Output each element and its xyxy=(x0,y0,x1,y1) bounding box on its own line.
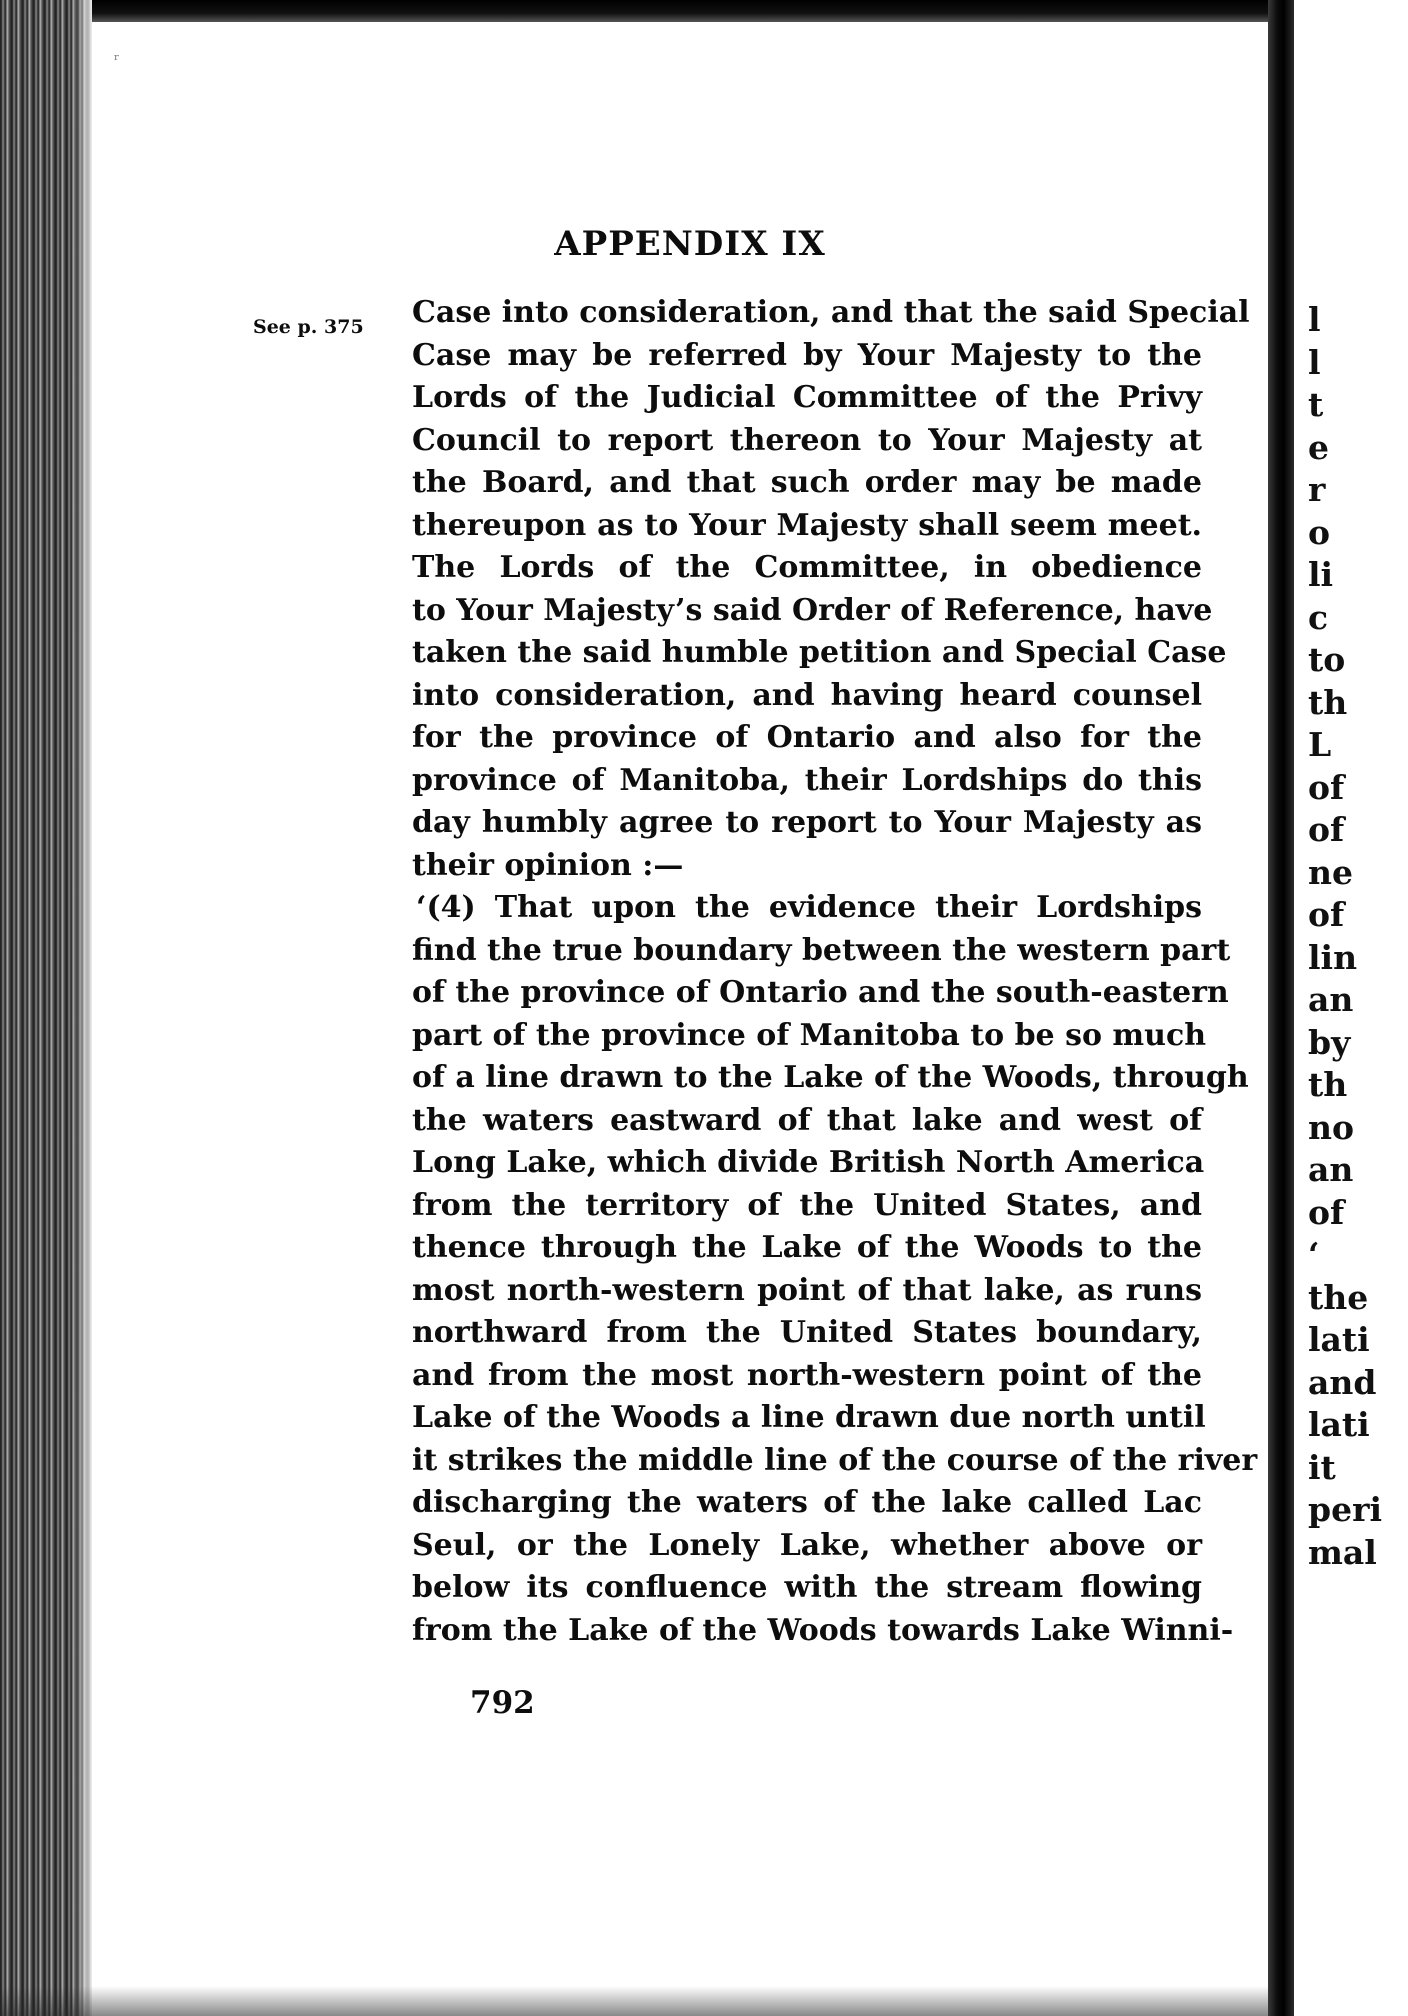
facing-page-text-fragment: an xyxy=(1308,1150,1354,1189)
facing-page-text-fragment: and xyxy=(1308,1362,1377,1402)
text-line: province of Manitoba, their Lordships do this xyxy=(412,762,1202,798)
text-line: below its confluence with the stream flowing xyxy=(412,1570,1202,1605)
text-line: their opinion :— xyxy=(412,847,684,883)
facing-page-text-fragment: lati xyxy=(1308,1320,1370,1359)
text-line: Case may be referred by Your Majesty to the xyxy=(412,337,1202,373)
text-line: taken the said humble petition and Special Case xyxy=(412,635,1227,670)
facing-page-fragment xyxy=(1294,0,1408,2016)
facing-page-text-fragment: L xyxy=(1308,725,1332,764)
book-page-edges xyxy=(0,0,92,2016)
page-number: 792 xyxy=(470,1685,535,1721)
facing-page-text-fragment: l xyxy=(1308,342,1321,382)
text-line: the Board, and that such order may be made xyxy=(412,465,1202,500)
text-line: ‘(4) That upon the evidence their Lordships xyxy=(416,890,1202,925)
facing-page-text-fragment: of xyxy=(1308,810,1345,849)
facing-page-text-fragment: l xyxy=(1308,300,1321,339)
text-line: find the true boundary between the western part xyxy=(412,932,1231,968)
text-line: Council to report thereon to Your Majesty at xyxy=(412,422,1202,458)
text-line: from the territory of the United States, and xyxy=(412,1187,1202,1223)
facing-page-text-fragment: an xyxy=(1308,980,1354,1019)
margin-cross-reference: See p. 375 xyxy=(253,316,364,338)
facing-page-text-fragment: lati xyxy=(1308,1405,1370,1444)
facing-page-text-fragment: lin xyxy=(1308,937,1358,977)
text-line: The Lords of the Committee, in obedience xyxy=(412,550,1202,585)
facing-page-text-fragment: the xyxy=(1308,1277,1369,1317)
text-line: of a line drawn to the Lake of the Woods, through xyxy=(412,1060,1249,1095)
facing-page-text-fragment: mal xyxy=(1308,1532,1377,1572)
facing-page-text-fragment: th xyxy=(1308,1065,1348,1104)
text-line: Case into consideration, and that the said Special xyxy=(412,295,1250,330)
facing-page-text-fragment: it xyxy=(1308,1447,1336,1487)
facing-page-text-fragment: to xyxy=(1308,640,1346,679)
text-line: and from the most north-western point of the xyxy=(412,1357,1202,1393)
text-line: Seul, or the Lonely Lake, whether above or xyxy=(412,1527,1202,1563)
text-line: of the province of Ontario and the south-eastern xyxy=(412,975,1229,1010)
text-line: into consideration, and having heard counsel xyxy=(412,677,1202,713)
facing-page-text-fragment: li xyxy=(1308,555,1334,594)
text-line: thence through the Lake of the Woods to the xyxy=(412,1230,1202,1265)
text-line: it strikes the middle line of the course of the river xyxy=(412,1442,1258,1478)
text-line: Lords of the Judicial Committee of the Privy xyxy=(412,380,1202,415)
text-line: part of the province of Manitoba to be so much xyxy=(412,1017,1207,1053)
facing-page-text-fragment: c xyxy=(1308,597,1329,637)
facing-page-text-fragment: o xyxy=(1308,512,1331,552)
facing-page-text-fragment: of xyxy=(1308,767,1345,807)
facing-page-text-fragment: no xyxy=(1308,1107,1355,1147)
text-line: the waters eastward of that lake and west of xyxy=(412,1102,1202,1138)
running-head: APPENDIX IX xyxy=(554,224,826,264)
page-bottom-shadow xyxy=(0,1986,1280,2016)
book-gutter xyxy=(1268,0,1294,2016)
text-line: discharging the waters of the lake called Lac xyxy=(412,1485,1202,1520)
text-line: thereupon as to Your Majesty shall seem meet. xyxy=(412,507,1202,543)
text-line: Lake of the Woods a line drawn due north until xyxy=(412,1400,1206,1435)
text-line: day humbly agree to report to Your Majesty as xyxy=(412,805,1202,840)
facing-page-text-fragment: e xyxy=(1308,427,1329,467)
facing-page-text-fragment: of xyxy=(1308,895,1345,934)
facing-page-text-fragment: peri xyxy=(1308,1490,1382,1529)
text-line: from the Lake of the Woods towards Lake Winni- xyxy=(412,1612,1234,1648)
facing-page-text-fragment: ‘ xyxy=(1308,1235,1320,1274)
text-line: most north-western point of that lake, as runs xyxy=(412,1272,1202,1308)
facing-page-text-fragment: th xyxy=(1308,682,1348,722)
scanner-top-border xyxy=(0,0,1408,22)
text-line: to Your Majesty’s said Order of Reference, have xyxy=(412,592,1213,628)
facing-page-text-fragment: of xyxy=(1308,1192,1345,1232)
text-line: for the province of Ontario and also for the xyxy=(412,720,1202,755)
facing-page-text-fragment: r xyxy=(1308,470,1326,509)
facing-page-text-fragment: ne xyxy=(1308,852,1353,892)
facing-page-text-fragment: t xyxy=(1308,385,1324,424)
body-text xyxy=(412,292,1258,1652)
facing-page-text-fragment: by xyxy=(1308,1022,1351,1062)
text-line: northward from the United States boundary, xyxy=(412,1315,1202,1350)
text-line: Long Lake, which divide British North America xyxy=(412,1145,1205,1180)
stray-pencil-mark: ʳ xyxy=(114,50,120,69)
